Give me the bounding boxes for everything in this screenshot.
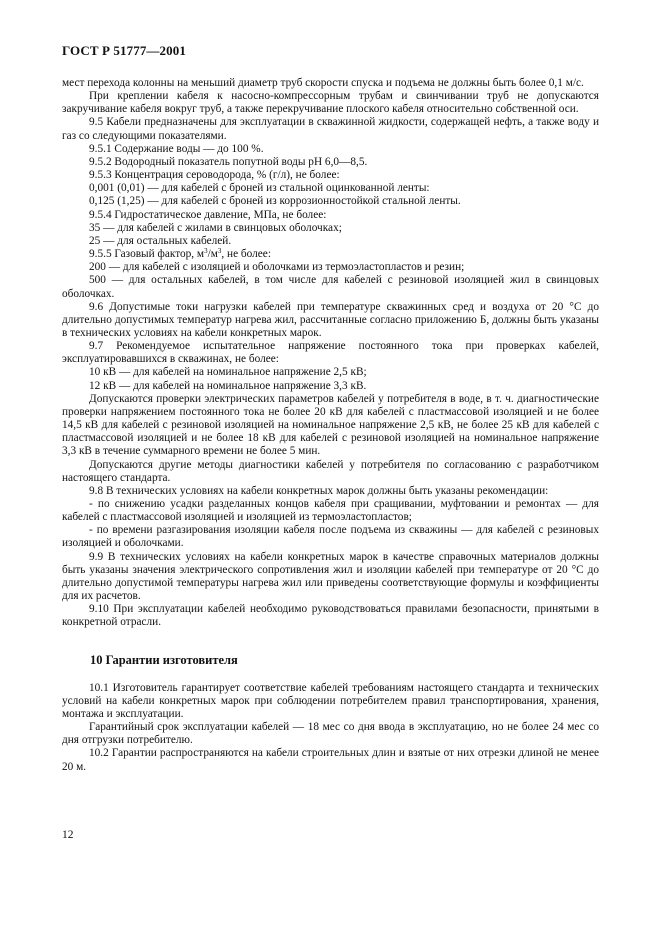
paragraph-other-methods: Допускаются другие методы диагностики кабелей у потребителя по согласованию с разработчиком настоящего стандарта. [62, 458, 599, 484]
paragraph-9-5-2: 9.5.2 Водородный показатель попутной воды рН 6,0—8,5. [89, 155, 368, 168]
paragraph-warranty-period: Гарантийный срок эксплуатации кабелей — 18 мес со дня ввода в эксплуатацию, но не более 24 мес со дня отгрузки потребителю. [62, 721, 599, 747]
list-item-pressure-other: 25 — для остальных кабелей. [89, 234, 232, 247]
paragraph-10-1: 10.1 Изготовитель гарантирует соответствие кабелей требованиям настоящего стандарта и технических условий на кабели конкретных марок при соблюдении потребителем правил транспортирования, хранения, монтажа и эксплуатации. [62, 681, 599, 720]
paragraph-9-10: 9.10 При эксплуатации кабелей необходимо руководствоваться правилами безопасности, принятыми в конкретной отрасли. [62, 603, 599, 629]
list-item-gas-200: 200 — для кабелей с изоляцией и оболочками из термоэластопластов и резин; [89, 261, 465, 274]
document-header-code: ГОСТ Р 51777—2001 [62, 43, 186, 58]
paragraph-9-5-3: 9.5.3 Концентрация сероводорода, % (г/л), не более: [89, 169, 340, 182]
list-item-gas-500: 500 — для остальных кабелей, в том числе для кабелей с резиновой изоляцией жил в свинцовых оболочках. [62, 274, 599, 300]
list-item-h2s-stainless: 0,125 (1,25) — для кабелей с броней из коррозионностойкой стальной ленты. [89, 195, 461, 208]
list-item-shrinkage: - по снижению усадки разделанных концов кабеля при сращивании, муфтовании и ремонтах — для кабелей с пластмассовой изоляцией и изоляцией из термоэластопластов; [62, 498, 599, 524]
superscript-3b: 3 [217, 247, 222, 256]
paragraph-9-5: 9.5 Кабели предназначены для эксплуатации в скважинной жидкости, содержащей нефть, а также воду и газ со следующими показателями. [62, 116, 599, 142]
paragraph-9-6: 9.6 Допустимые токи нагрузки кабелей при температуре скважинных сред и воздуха от 20 °С до длительно допустимых температур нагрева жил, рассчитанные согласно приложению Б, должны быть указаны в технических условиях на кабели конкретных марок. [62, 300, 599, 339]
list-item-h2s-galvanized: 0,001 (0,01) — для кабелей с броней из стальной оцинкованной ленты: [89, 182, 430, 195]
list-item-voltage-10kv: 10 кВ — для кабелей на номинальное напряжение 2,5 кВ; [89, 366, 367, 379]
paragraph-9-5-4: 9.5.4 Гидростатическое давление, МПа, не более: [89, 208, 327, 221]
paragraph-checks: Допускаются проверки электрических параметров кабелей у потребителя в воде, в т. ч. диагностические проверки напряжением постоянного тока не более 20 кВ для кабелей с пластмассовой изоляцией и не более 14,5 кВ для кабелей с резиновой изоляцией на номинальное напряжение 2,5 кВ, не более 25 кВ для кабелей с пластмассовой изоляцией и не более 18 кВ для кабелей с резиновой изоляцией на номинальное напряжение 3,3 кВ в течение суммарного времени не более 5 мин. [62, 392, 599, 458]
paragraph-continuation: мест перехода колонны на меньший диаметр труб скорости спуска и подъема не должны быть более 0,1 м/с. [62, 77, 584, 89]
paragraph-10-2: 10.2 Гарантии распространяются на кабели строительных длин и взятые от них отрезки длиной не менее 20 м. [62, 747, 599, 773]
gas-factor-text: 9.5.5 Газовый фактор, м [89, 248, 205, 261]
list-item-pressure-lead: 35 — для кабелей с жилами в свинцовых оболочках; [89, 221, 342, 234]
list-item-voltage-12kv: 12 кВ — для кабелей на номинальное напряжение 3,3 кВ. [89, 379, 367, 392]
list-item-degassing: - по времени разгазирования изоляции кабеля после подъема из скважины — для кабелей с резиновых изоляцией и оболочками. [62, 524, 599, 550]
paragraph-9-9: 9.9 В технических условиях на кабели конкретных марок в качестве справочных материалов должны быть указаны значения электрического сопротивления жил и изоляции кабелей при температуре от 20 °С до длительно допустимой температуры нагрева жил или приведены соответствующие формулы и коэффициенты для их расчетов. [62, 550, 599, 603]
superscript-3a: 3 [204, 247, 208, 256]
document-body [62, 77, 599, 774]
gas-factor-end: , не более: [221, 248, 271, 261]
paragraph-9-5-5 [62, 248, 599, 261]
paragraph-9-5-1: 9.5.1 Содержание воды — до 100 %. [89, 142, 264, 155]
page-number: 12 [62, 829, 74, 841]
paragraph-9-8: 9.8 В технических условиях на кабели конкретных марок должны быть указаны рекомендации: [89, 484, 549, 497]
section-heading: 10 Гарантии изготовителя [90, 652, 238, 667]
paragraph-cable-fastening: При креплении кабеля к насосно-компрессорным трубам и свинчивании труб не допускаются закручивание кабеля вокруг труб, а также перекручивание плоского кабеля относительно собственной оси. [62, 90, 599, 116]
gas-factor-tail: /м [207, 248, 218, 261]
paragraph-9-7: 9.7 Рекомендуемое испытательное напряжение постоянного тока при проверках кабелей, эксплуатировавшихся в скважинах, не более: [62, 340, 599, 366]
